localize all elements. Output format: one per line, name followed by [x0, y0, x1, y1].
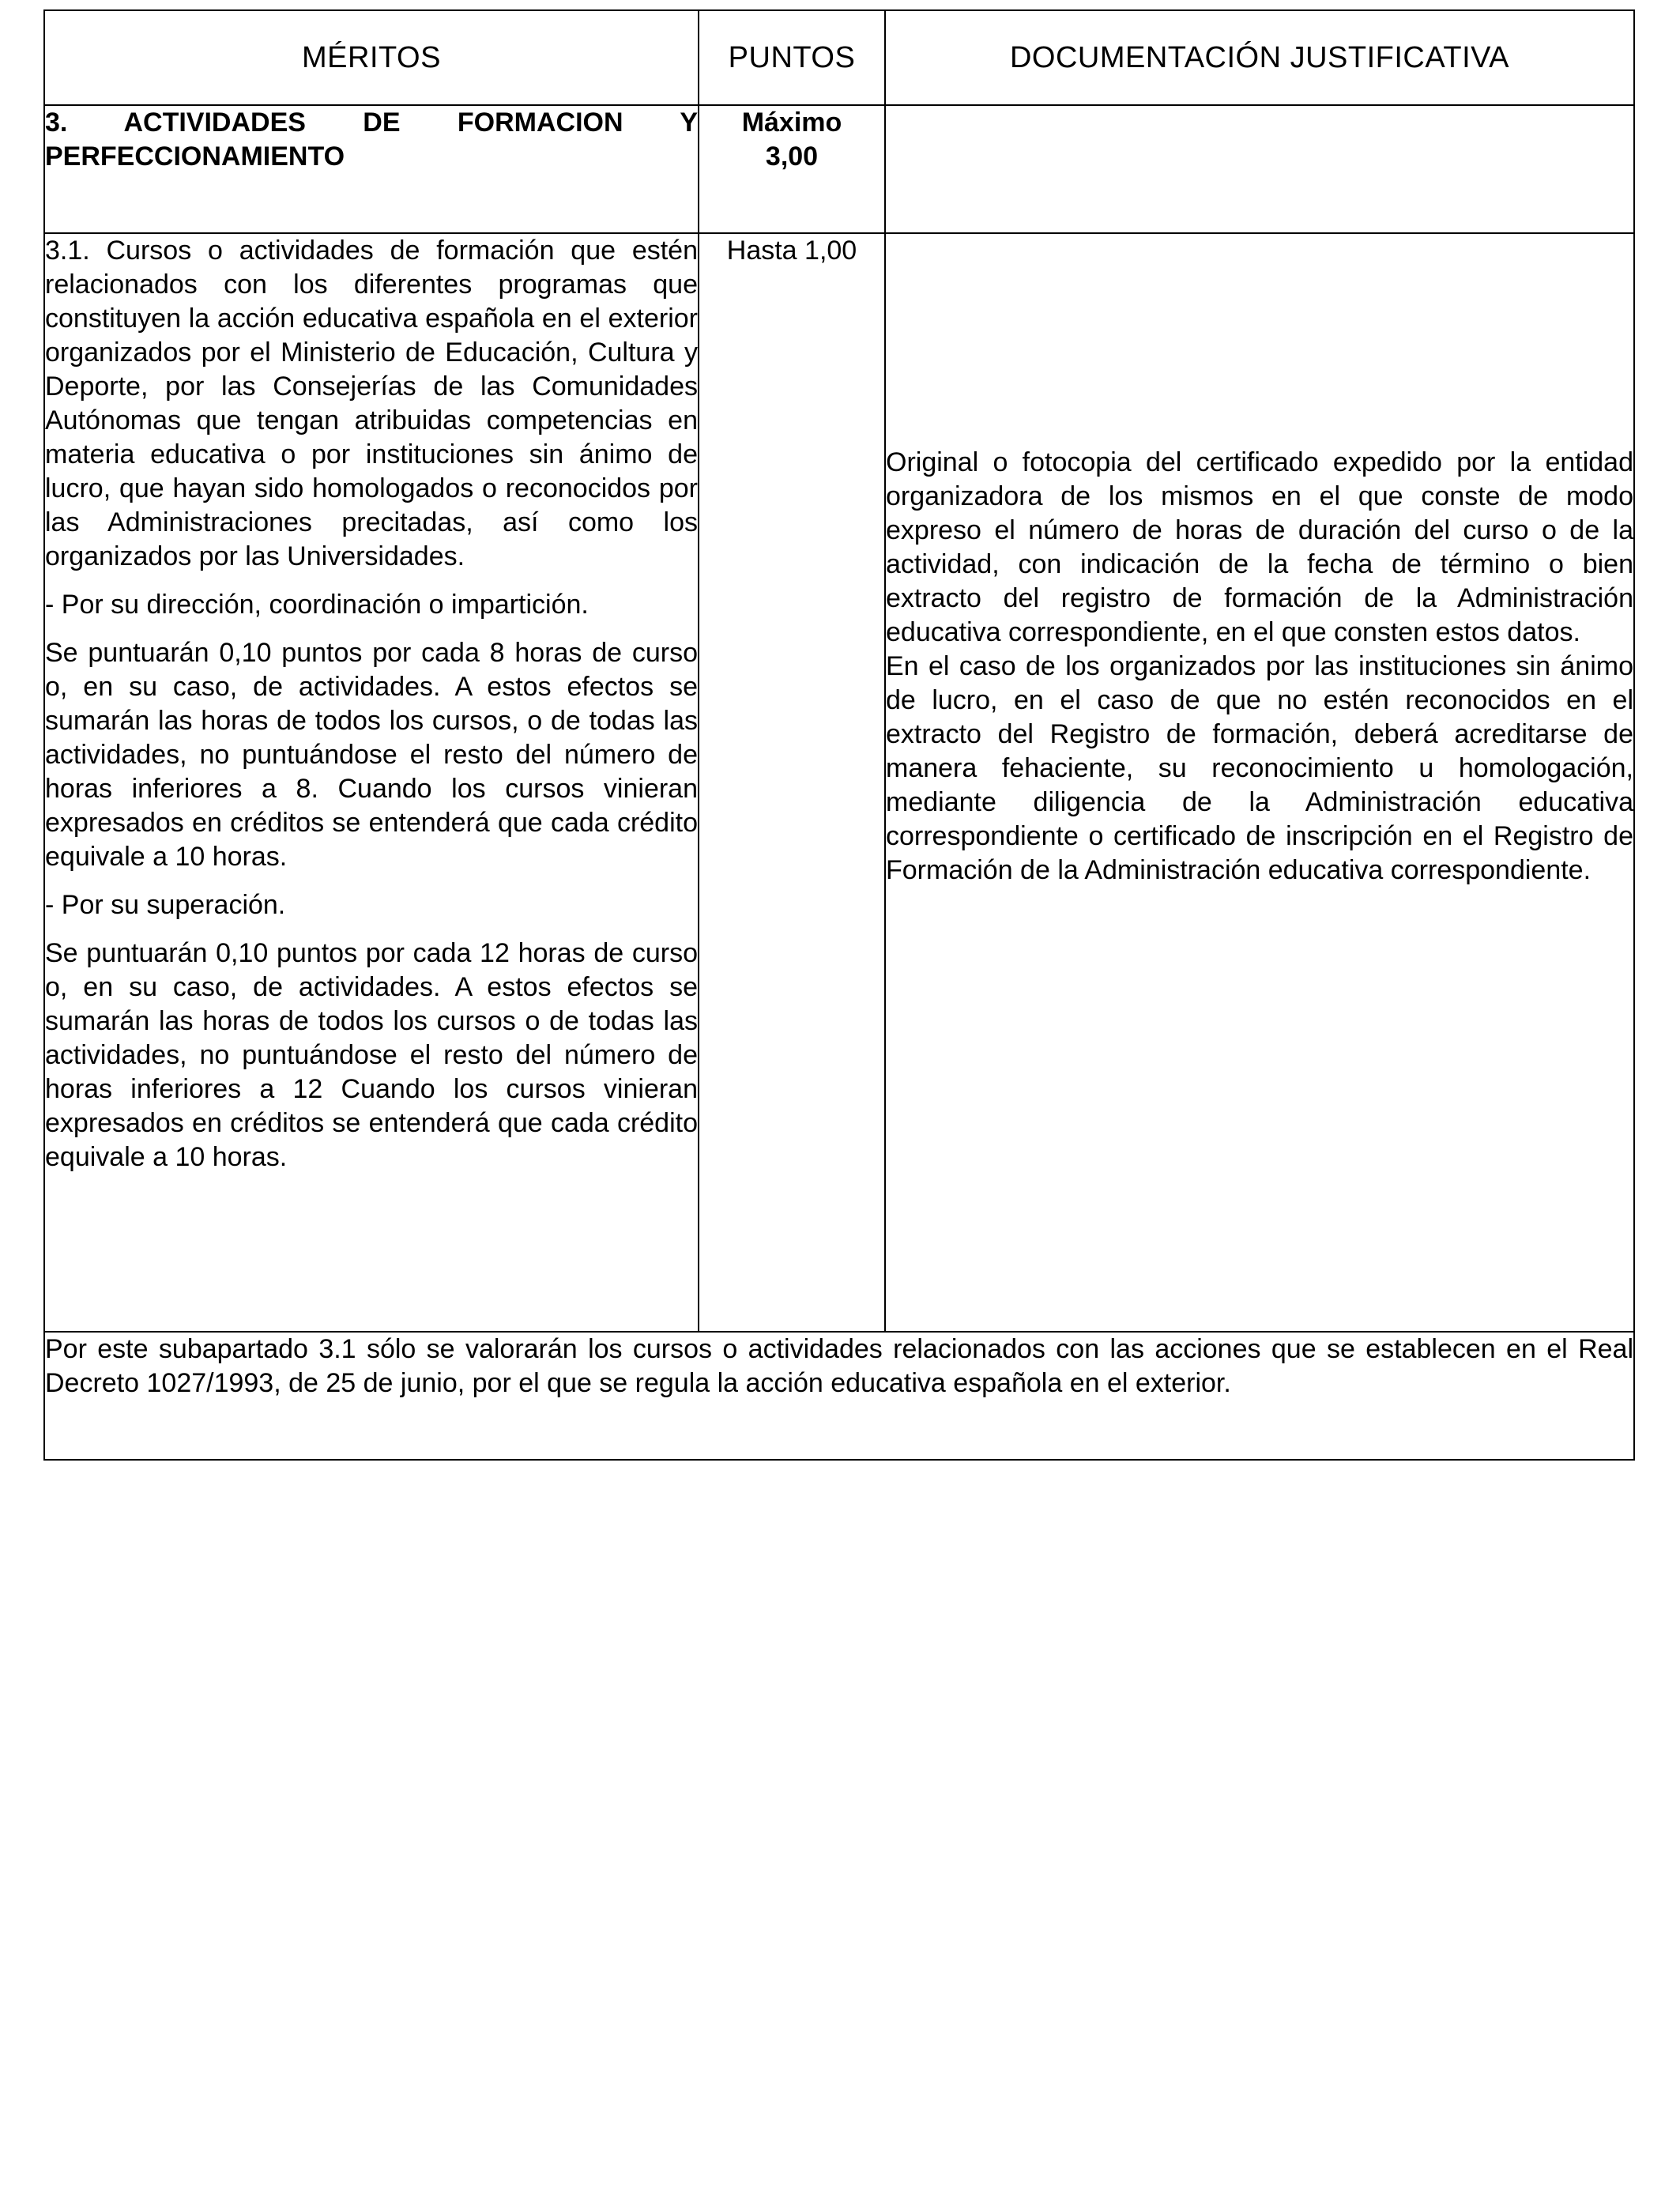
completion-rule: Se puntuarán 0,10 puntos por cada 12 horas de curso o, en su caso, de actividades. A estos efectos se sumarán las horas de todos los cursos o de todas las actividades, no puntuándose el resto del número de horas inferiores a 12 Cuando los cursos vinieran expresados en créditos se entenderá que cada crédito equivale a 10 horas.	[45, 938, 698, 1172]
section-title: 3. ACTIVIDADES DE FORMACION Y PERFECCIONAMIENTO	[44, 105, 699, 233]
section-documentation-empty	[885, 105, 1634, 233]
documentation-paragraph-2: En el caso de los organizados por las instituciones sin ánimo de lucro, en el caso de que no estén reconocidos en el extracto del Registro de formación, deberá acreditarse de manera fehaciente, su reconocimiento u homologación, mediante diligencia de la Administración educativa correspondiente o certificado de inscripción en el Registro de Formación de la Administración educativa correspondiente.	[886, 651, 1633, 885]
section-max-points	[699, 105, 885, 233]
documentation-paragraph-1: Original o fotocopia del certificado expedido por la entidad organizadora de los mismos en el que conste de modo expreso el número de horas de duración del curso o de la actividad, con indicación de la fecha de término o bien extracto del registro de formación de la Administración educativa correspondiente, en el que consten estos datos.	[886, 447, 1633, 647]
documentation-text	[886, 446, 1633, 888]
merits-table	[43, 9, 1635, 1461]
header-documentacion: DOCUMENTACIÓN JUSTIFICATIVA	[885, 10, 1634, 105]
subsection-description: 3.1. Cursos o actividades de formación que estén relacionados con los diferentes programas que constituyen la acción educativa española en el exterior organizados por el Ministerio de Educación, Cultura y Deporte, por las Consejerías de las Comunidades Autónomas que tengan atribuidas competencias en materia educativa o por instituciones sin ánimo de lucro, que hayan sido homologados o reconocidos por las Administraciones precitadas, así como los organizados por las Universidades.	[45, 236, 698, 571]
subsection-documentation-cell	[885, 233, 1634, 1332]
header-puntos: PUNTOS	[699, 10, 885, 105]
section-row	[44, 105, 1634, 233]
direction-rule: Se puntuarán 0,10 puntos por cada 8 horas de curso o, en su caso, de actividades. A estos efectos se sumarán las horas de todos los cursos, o de todas las actividades, no puntuándose el resto del número de horas inferiores a 8. Cuando los cursos vinieran expresados en créditos se entenderá que cada crédito equivale a 10 horas.	[45, 638, 698, 872]
completion-label: - Por su superación.	[45, 890, 286, 920]
note-row	[44, 1332, 1634, 1460]
subsection-merit-cell	[44, 233, 699, 1332]
table-header-row	[44, 10, 1634, 105]
direction-label: - Por su dirección, coordinación o impartición.	[45, 590, 589, 620]
subsection-points: Hasta 1,00	[699, 233, 885, 1332]
section-max-value: 3,00	[765, 141, 819, 172]
note-text: Por este subapartado 3.1 sólo se valorarán los cursos o actividades relacionados con las acciones que se establecen en el Real Decreto 1027/1993, de 25 de junio, por el que se regula la acción educativa española en el exterior.	[45, 1334, 1633, 1398]
note-cell	[44, 1332, 1634, 1460]
header-meritos: MÉRITOS	[44, 10, 699, 105]
subsection-row	[44, 233, 1634, 1332]
section-max-label: Máximo	[741, 107, 842, 138]
